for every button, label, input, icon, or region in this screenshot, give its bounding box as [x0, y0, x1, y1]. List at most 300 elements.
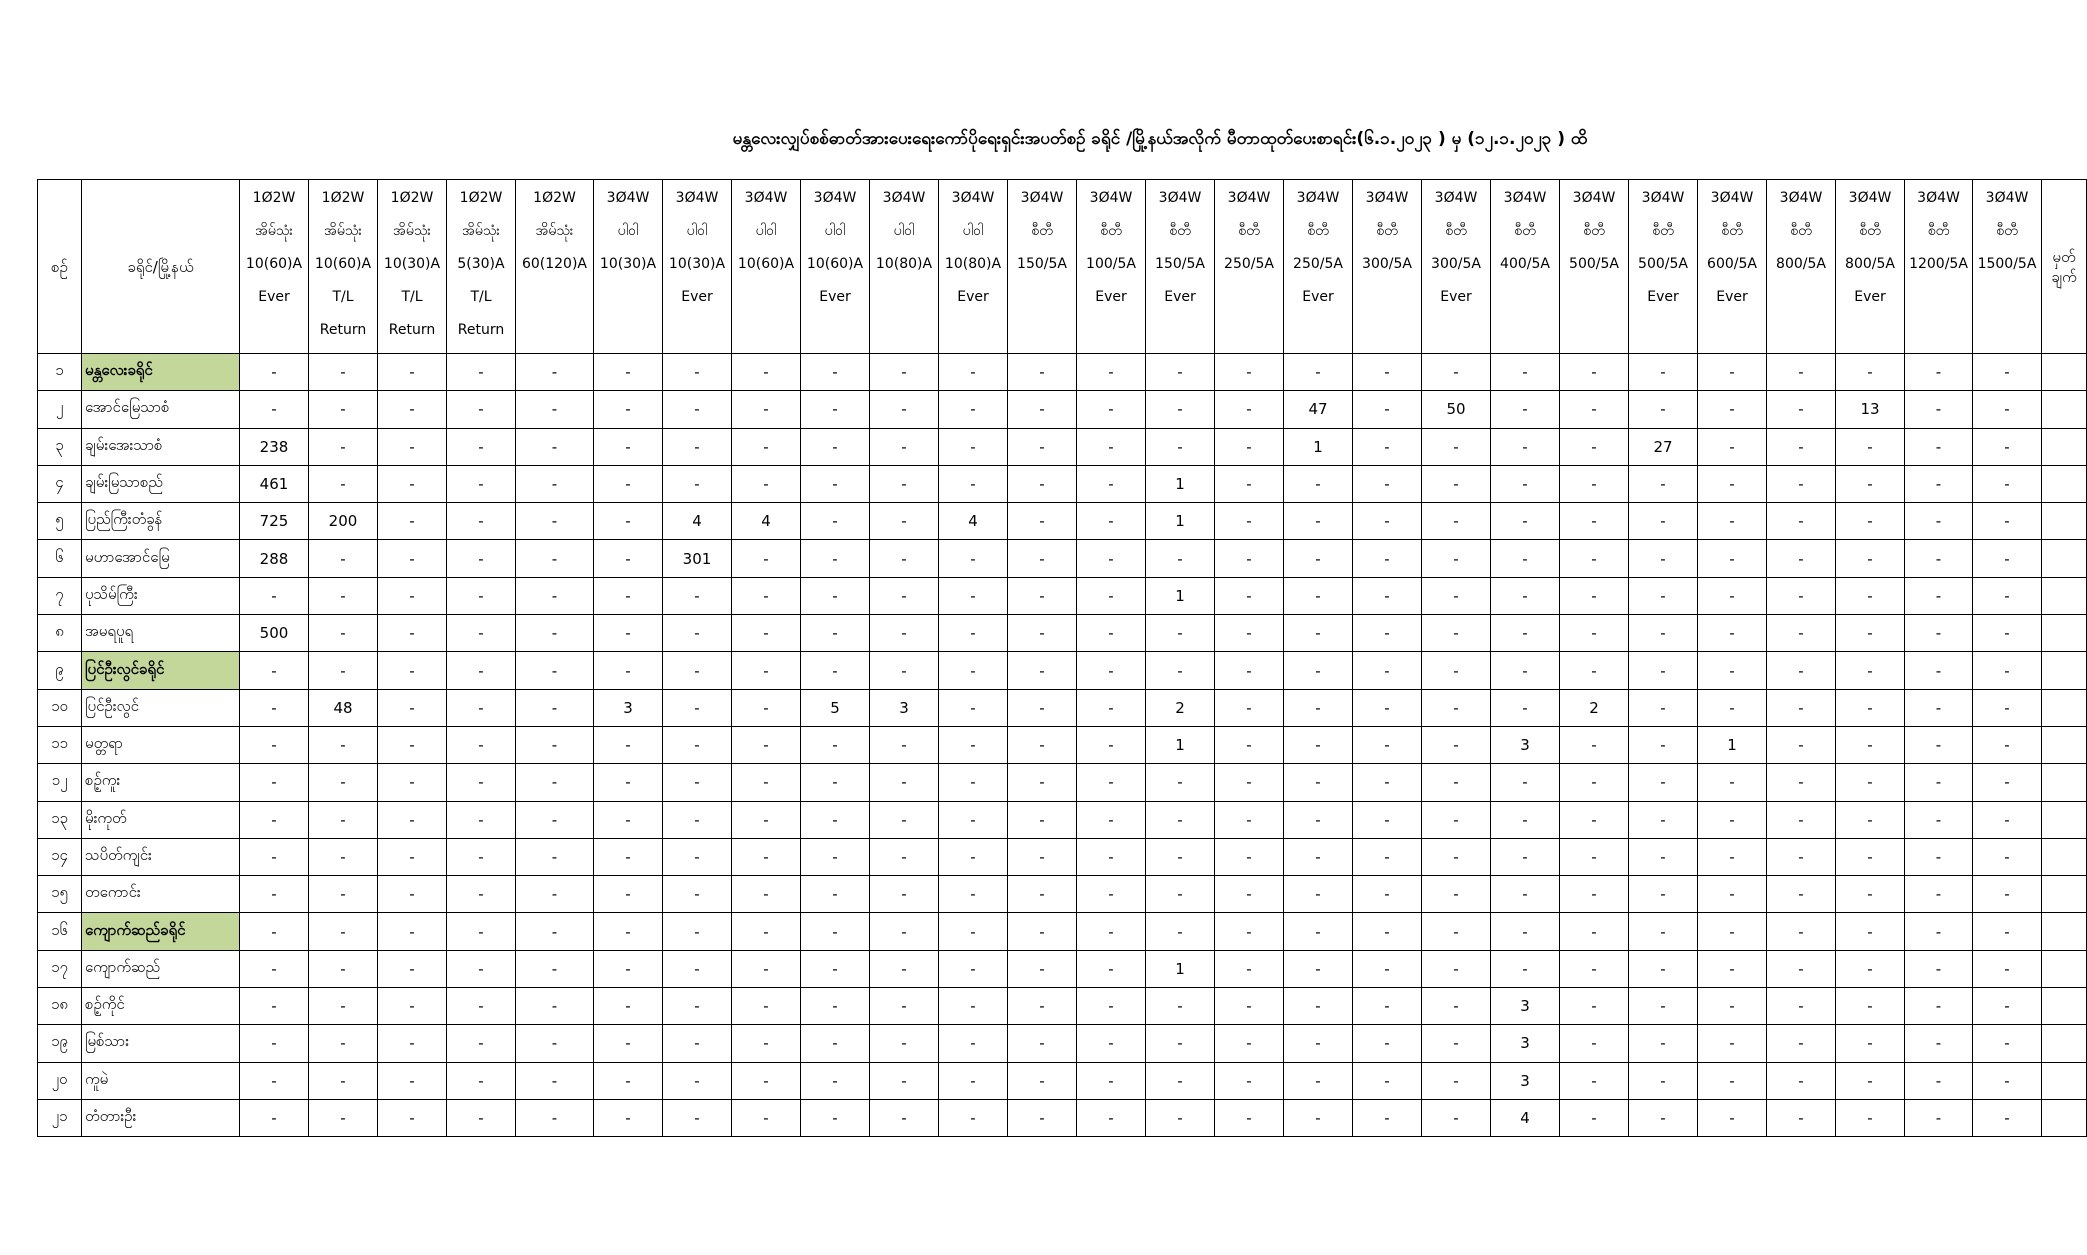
- meter-count-cell: -: [1491, 577, 1560, 614]
- meter-header-line: [1905, 281, 1972, 314]
- meter-header-line: [594, 281, 662, 314]
- meter-count-cell: -: [732, 1099, 801, 1136]
- meter-count-cell: -: [1698, 913, 1767, 950]
- meter-count-cell: -: [1698, 1099, 1767, 1136]
- meter-count-cell: -: [447, 1062, 516, 1099]
- meter-count-cell: -: [732, 428, 801, 465]
- meter-count-cell: -: [1491, 876, 1560, 913]
- meter-count-cell: -: [1284, 764, 1353, 801]
- meter-count-cell: -: [1353, 354, 1422, 391]
- meter-count-cell: -: [732, 838, 801, 875]
- meter-count-cell: -: [1422, 726, 1491, 763]
- meter-count-cell: -: [1284, 577, 1353, 614]
- meter-header-line: Return: [319, 322, 367, 338]
- meter-count-cell: 3: [1491, 1025, 1560, 1062]
- township-name-cell: ချမ်းမြသာစည်: [82, 465, 240, 502]
- meter-count-cell: -: [1973, 1062, 2042, 1099]
- meter-count-cell: -: [1767, 615, 1836, 652]
- meter-count-cell: -: [1767, 503, 1836, 540]
- meter-count-cell: -: [1146, 652, 1215, 689]
- meter-count-cell: -: [1905, 652, 1973, 689]
- column-header-meter-type: [1284, 180, 1353, 354]
- meter-count-cell: -: [1905, 391, 1973, 428]
- meter-count-cell: -: [732, 540, 801, 577]
- meter-count-cell: -: [870, 1025, 939, 1062]
- meter-count-cell: -: [1008, 1062, 1077, 1099]
- township-name-cell: ကူမဲ: [82, 1062, 240, 1099]
- remark-cell: [2042, 354, 2087, 391]
- meter-count-cell: -: [516, 950, 594, 987]
- meter-count-cell: -: [1767, 391, 1836, 428]
- meter-count-cell: -: [1284, 838, 1353, 875]
- meter-header-line: စီတီ: [1652, 223, 1674, 239]
- meter-header-line: Ever: [258, 289, 290, 305]
- meter-count-cell: -: [1905, 913, 1973, 950]
- meter-count-cell: -: [516, 913, 594, 950]
- meter-count-cell: -: [1353, 689, 1422, 726]
- meter-count-cell: -: [378, 913, 447, 950]
- meter-header-line: [870, 314, 938, 347]
- meter-count-cell: -: [1215, 465, 1284, 502]
- meter-count-cell: -: [1077, 615, 1146, 652]
- meter-count-cell: -: [1353, 913, 1422, 950]
- meter-count-cell: -: [1422, 950, 1491, 987]
- meter-count-cell: -: [1284, 540, 1353, 577]
- meter-count-cell: -: [1215, 764, 1284, 801]
- table-row: [38, 391, 2087, 428]
- meter-count-cell: -: [1767, 428, 1836, 465]
- meter-header-line: [1905, 314, 1972, 347]
- meter-count-cell: -: [378, 950, 447, 987]
- meter-count-cell: -: [1905, 838, 1973, 875]
- meter-count-cell: -: [1973, 913, 2042, 950]
- meter-count-cell: -: [1008, 503, 1077, 540]
- meter-header-line: ပါဝါ: [686, 223, 708, 239]
- meter-count-cell: -: [1077, 876, 1146, 913]
- meter-count-cell: -: [1491, 391, 1560, 428]
- row-number: ၂: [38, 391, 82, 428]
- meter-count-cell: -: [1422, 838, 1491, 875]
- meter-header-line: 400/5A: [1500, 256, 1550, 272]
- meter-header-line: 3Ø4W: [1985, 190, 2029, 206]
- remark-cell: [2042, 465, 2087, 502]
- meter-header-line: [801, 314, 869, 347]
- meter-count-cell: -: [594, 801, 663, 838]
- meter-count-cell: -: [663, 1025, 732, 1062]
- column-header-meter-type: [1560, 180, 1629, 354]
- meter-count-cell: -: [1008, 913, 1077, 950]
- meter-header-line: [1077, 314, 1145, 347]
- meter-count-cell: -: [1215, 1025, 1284, 1062]
- meter-count-cell: -: [1215, 1062, 1284, 1099]
- meter-header-line: 3Ø4W: [1089, 190, 1133, 206]
- meter-count-cell: -: [1905, 876, 1973, 913]
- meter-count-cell: -: [1836, 354, 1905, 391]
- meter-count-cell: -: [1077, 465, 1146, 502]
- column-header-meter-type: [447, 180, 516, 354]
- meter-count-cell: -: [1905, 1099, 1973, 1136]
- meter-header-line: [594, 314, 662, 347]
- meter-count-cell: -: [1491, 540, 1560, 577]
- meter-count-cell: -: [1905, 503, 1973, 540]
- meter-count-cell: -: [1836, 540, 1905, 577]
- meter-count-cell: -: [1422, 615, 1491, 652]
- meter-count-cell: -: [1905, 764, 1973, 801]
- meter-count-cell: -: [801, 876, 870, 913]
- meter-count-cell: -: [1008, 354, 1077, 391]
- meter-count-cell: -: [663, 988, 732, 1025]
- meter-header-line: 3Ø4W: [1710, 190, 1754, 206]
- meter-count-cell: 13: [1836, 391, 1905, 428]
- meter-count-cell: -: [1491, 428, 1560, 465]
- meter-count-cell: -: [1629, 1025, 1698, 1062]
- meter-count-cell: -: [870, 950, 939, 987]
- column-header-meter-type: [240, 180, 309, 354]
- meter-header-line: 300/5A: [1431, 256, 1481, 272]
- table-row: [38, 652, 2087, 689]
- meter-count-cell: -: [1629, 615, 1698, 652]
- meter-count-cell: -: [801, 913, 870, 950]
- meter-count-cell: -: [1353, 1099, 1422, 1136]
- meter-count-cell: -: [1629, 540, 1698, 577]
- meter-count-cell: -: [1422, 689, 1491, 726]
- meter-count-cell: -: [1353, 988, 1422, 1025]
- meter-header-line: 3Ø4W: [1020, 190, 1064, 206]
- meter-count-cell: -: [1353, 391, 1422, 428]
- meter-count-cell: -: [1973, 577, 2042, 614]
- meter-count-cell: -: [1491, 503, 1560, 540]
- meter-count-cell: -: [309, 988, 378, 1025]
- meter-count-cell: -: [801, 1025, 870, 1062]
- meter-count-cell: -: [1353, 503, 1422, 540]
- meter-count-cell: -: [309, 391, 378, 428]
- meter-count-cell: -: [1973, 876, 2042, 913]
- meter-count-cell: -: [1146, 1025, 1215, 1062]
- meter-count-cell: -: [1146, 988, 1215, 1025]
- meter-count-cell: -: [1905, 577, 1973, 614]
- meter-count-cell: -: [1215, 988, 1284, 1025]
- remark-cell: [2042, 726, 2087, 763]
- column-header-meter-type: [516, 180, 594, 354]
- row-number: ၁၄: [38, 838, 82, 875]
- meter-count-cell: -: [870, 465, 939, 502]
- meter-count-cell: -: [1836, 465, 1905, 502]
- meter-count-cell: -: [309, 577, 378, 614]
- table-row: [38, 354, 2087, 391]
- meter-count-cell: -: [240, 988, 309, 1025]
- meter-count-cell: -: [1215, 354, 1284, 391]
- meter-count-cell: -: [939, 988, 1008, 1025]
- meter-count-cell: -: [378, 652, 447, 689]
- meter-count-cell: -: [1767, 950, 1836, 987]
- meter-count-cell: -: [1077, 689, 1146, 726]
- meter-count-cell: 5: [801, 689, 870, 726]
- meter-count-cell: -: [939, 801, 1008, 838]
- remark-cell: [2042, 652, 2087, 689]
- meter-count-cell: -: [594, 465, 663, 502]
- meter-count-cell: -: [1284, 465, 1353, 502]
- meter-header-line: စီတီ: [1721, 223, 1743, 239]
- meter-count-cell: -: [447, 428, 516, 465]
- meter-count-cell: -: [240, 689, 309, 726]
- meter-count-cell: -: [1077, 503, 1146, 540]
- meter-count-cell: -: [939, 838, 1008, 875]
- meter-count-cell: -: [1215, 540, 1284, 577]
- meter-count-cell: -: [1698, 428, 1767, 465]
- meter-count-cell: -: [663, 465, 732, 502]
- meter-count-cell: -: [516, 391, 594, 428]
- meter-count-cell: -: [732, 726, 801, 763]
- meter-header-line: Return: [457, 322, 505, 338]
- meter-count-cell: -: [378, 726, 447, 763]
- meter-header-line: Ever: [1095, 289, 1127, 305]
- remark-cell: [2042, 913, 2087, 950]
- meter-count-cell: -: [378, 764, 447, 801]
- township-name-cell: ပြည်ကြီးတံခွန်: [82, 503, 240, 540]
- meter-count-cell: -: [1836, 876, 1905, 913]
- column-header-meter-type: [732, 180, 801, 354]
- meter-count-cell: -: [1629, 950, 1698, 987]
- meter-count-cell: 238: [240, 428, 309, 465]
- meter-header-line: 500/5A: [1569, 256, 1619, 272]
- meter-count-cell: -: [1215, 428, 1284, 465]
- meter-count-cell: -: [1973, 689, 2042, 726]
- meter-count-cell: -: [1284, 615, 1353, 652]
- meter-count-cell: -: [1008, 689, 1077, 726]
- meter-count-cell: -: [1698, 1025, 1767, 1062]
- meter-header-line: 10(30)A: [383, 256, 441, 272]
- meter-count-cell: -: [939, 726, 1008, 763]
- meter-count-cell: -: [447, 1099, 516, 1136]
- meter-count-cell: -: [663, 577, 732, 614]
- meter-count-cell: -: [240, 1025, 309, 1062]
- meter-count-cell: -: [801, 540, 870, 577]
- meter-header-line: 3Ø4W: [813, 190, 857, 206]
- meter-header-line: စီတီ: [1031, 223, 1053, 239]
- meter-count-cell: -: [663, 1099, 732, 1136]
- meter-count-cell: -: [1077, 801, 1146, 838]
- column-header-meter-type: [594, 180, 663, 354]
- meter-header-line: 1Ø2W: [321, 190, 365, 206]
- meter-count-cell: -: [378, 354, 447, 391]
- meter-count-cell: -: [309, 1025, 378, 1062]
- table-row: [38, 428, 2087, 465]
- meter-count-cell: -: [1491, 652, 1560, 689]
- meter-count-cell: -: [447, 465, 516, 502]
- meter-header-line: [1284, 314, 1352, 347]
- meter-header-line: [1215, 314, 1283, 347]
- meter-count-cell: -: [378, 1062, 447, 1099]
- meter-count-cell: -: [732, 1025, 801, 1062]
- meter-count-cell: -: [447, 615, 516, 652]
- column-header-meter-type: [1767, 180, 1836, 354]
- meter-count-cell: -: [516, 689, 594, 726]
- meter-count-cell: -: [1422, 503, 1491, 540]
- meter-count-cell: -: [801, 988, 870, 1025]
- meter-count-cell: -: [1077, 838, 1146, 875]
- meter-count-cell: -: [1215, 950, 1284, 987]
- meter-count-cell: -: [1146, 801, 1215, 838]
- meter-count-cell: -: [870, 503, 939, 540]
- column-header-remark: [2042, 180, 2087, 354]
- meter-count-cell: -: [1629, 391, 1698, 428]
- meter-count-cell: -: [1560, 577, 1629, 614]
- remark-cell: [2042, 503, 2087, 540]
- meter-count-cell: -: [870, 354, 939, 391]
- meter-count-cell: -: [1973, 1099, 2042, 1136]
- meter-count-cell: 1: [1146, 503, 1215, 540]
- meter-count-cell: -: [1353, 465, 1422, 502]
- township-name-cell: ပြင်ဦးလွင်: [82, 689, 240, 726]
- meter-count-cell: -: [1836, 615, 1905, 652]
- meter-header-line: 3Ø4W: [1848, 190, 1892, 206]
- meter-header-line: 3Ø4W: [1779, 190, 1823, 206]
- meter-header-line: အိမ်သုံး: [393, 223, 431, 239]
- meter-count-cell: -: [1215, 689, 1284, 726]
- meter-header-line: စီတီ: [1790, 223, 1812, 239]
- meter-count-cell: -: [1560, 838, 1629, 875]
- table-row: [38, 726, 2087, 763]
- meter-count-cell: -: [1698, 354, 1767, 391]
- meter-count-cell: -: [1767, 540, 1836, 577]
- meter-count-cell: -: [1973, 801, 2042, 838]
- meter-count-cell: -: [1353, 876, 1422, 913]
- meter-header-line: 500/5A: [1638, 256, 1688, 272]
- meter-count-cell: -: [1077, 764, 1146, 801]
- meter-count-cell: -: [1698, 764, 1767, 801]
- meter-count-cell: -: [1146, 1062, 1215, 1099]
- meter-count-cell: 1: [1284, 428, 1353, 465]
- meter-count-cell: -: [447, 726, 516, 763]
- meter-count-cell: -: [732, 465, 801, 502]
- meter-count-cell: -: [594, 391, 663, 428]
- meter-count-cell: -: [939, 615, 1008, 652]
- meter-count-cell: -: [1353, 652, 1422, 689]
- meter-count-cell: -: [516, 1099, 594, 1136]
- row-number: ၂၁: [38, 1099, 82, 1136]
- meter-header-line: 10(80)A: [944, 256, 1002, 272]
- meter-count-cell: -: [309, 1099, 378, 1136]
- meter-count-cell: -: [870, 391, 939, 428]
- meter-count-cell: -: [1767, 764, 1836, 801]
- meter-count-cell: -: [732, 1062, 801, 1099]
- meter-count-cell: -: [1077, 1025, 1146, 1062]
- meter-count-cell: 288: [240, 540, 309, 577]
- meter-count-cell: -: [1836, 577, 1905, 614]
- meter-count-cell: -: [870, 1062, 939, 1099]
- meter-count-cell: -: [1905, 1062, 1973, 1099]
- meter-header-line: 10(60)A: [245, 256, 303, 272]
- meter-count-cell: -: [1008, 577, 1077, 614]
- meter-count-cell: -: [870, 764, 939, 801]
- meter-count-cell: -: [732, 391, 801, 428]
- meter-count-cell: -: [870, 726, 939, 763]
- table-row: [38, 801, 2087, 838]
- meter-count-cell: 1: [1146, 950, 1215, 987]
- meter-count-cell: -: [594, 838, 663, 875]
- meter-count-cell: -: [447, 689, 516, 726]
- meter-count-cell: -: [309, 1062, 378, 1099]
- meter-header-line: 3Ø4W: [606, 190, 650, 206]
- meter-count-cell: -: [732, 913, 801, 950]
- meter-count-cell: -: [939, 428, 1008, 465]
- meter-count-cell: -: [1077, 988, 1146, 1025]
- meter-count-cell: -: [1698, 577, 1767, 614]
- meter-count-cell: -: [870, 540, 939, 577]
- meter-count-cell: -: [1491, 950, 1560, 987]
- meter-count-cell: 3: [870, 689, 939, 726]
- meter-count-cell: -: [1836, 1062, 1905, 1099]
- column-header-meter-type: [1077, 180, 1146, 354]
- meter-header-line: 60(120)A: [521, 256, 588, 272]
- column-header-district-township: ခရိုင်/မြို့နယ်: [82, 180, 240, 354]
- meter-count-cell: -: [1422, 577, 1491, 614]
- meter-header-line: 300/5A: [1362, 256, 1412, 272]
- meter-count-cell: -: [939, 1025, 1008, 1062]
- meter-header-line: စီတီ: [1927, 223, 1950, 239]
- meter-count-cell: -: [1284, 652, 1353, 689]
- meter-header-line: 3Ø4W: [1227, 190, 1271, 206]
- meter-count-cell: -: [1008, 838, 1077, 875]
- meter-count-cell: -: [1077, 950, 1146, 987]
- meter-count-cell: -: [1629, 876, 1698, 913]
- meter-header-line: ပါဝါ: [893, 223, 915, 239]
- meter-count-cell: 27: [1629, 428, 1698, 465]
- meter-count-cell: -: [1491, 913, 1560, 950]
- meter-count-cell: -: [1905, 689, 1973, 726]
- meter-count-cell: -: [240, 1099, 309, 1136]
- meter-count-cell: -: [516, 503, 594, 540]
- meter-count-cell: -: [939, 652, 1008, 689]
- meter-count-cell: -: [447, 801, 516, 838]
- column-header-no: စဉ်: [38, 180, 82, 354]
- meter-header-line: 3Ø4W: [1434, 190, 1478, 206]
- meter-header-line: 3Ø4W: [1296, 190, 1340, 206]
- meter-count-cell: -: [1973, 354, 2042, 391]
- meter-count-cell: -: [663, 354, 732, 391]
- meter-header-line: Return: [388, 322, 436, 338]
- remark-cell: [2042, 1025, 2087, 1062]
- meter-count-cell: -: [240, 391, 309, 428]
- meter-count-cell: 3: [594, 689, 663, 726]
- meter-header-line: Ever: [1164, 289, 1196, 305]
- meter-header-line: 3Ø4W: [1917, 190, 1960, 206]
- meter-header-line: Ever: [1854, 289, 1886, 305]
- meter-count-cell: -: [594, 354, 663, 391]
- meter-count-cell: -: [1905, 540, 1973, 577]
- meter-count-cell: -: [801, 1062, 870, 1099]
- meter-count-cell: 50: [1422, 391, 1491, 428]
- meter-header-line: 3Ø4W: [1365, 190, 1409, 206]
- meter-count-cell: -: [1836, 801, 1905, 838]
- meter-count-cell: -: [1146, 1099, 1215, 1136]
- meter-count-cell: -: [1146, 354, 1215, 391]
- meter-header-line: 3Ø4W: [1158, 190, 1202, 206]
- meter-count-cell: -: [1767, 801, 1836, 838]
- meter-count-cell: -: [1560, 465, 1629, 502]
- meter-count-cell: -: [1836, 689, 1905, 726]
- table-row: [38, 913, 2087, 950]
- meter-count-cell: -: [1353, 577, 1422, 614]
- row-number: ၁၂: [38, 764, 82, 801]
- meter-count-cell: -: [447, 354, 516, 391]
- meter-count-cell: -: [594, 913, 663, 950]
- meter-header-line: [1422, 314, 1490, 347]
- meter-count-cell: -: [1698, 540, 1767, 577]
- meter-count-cell: -: [594, 1099, 663, 1136]
- township-name-cell: စဉ့်ကူး: [82, 764, 240, 801]
- meter-count-cell: 500: [240, 615, 309, 652]
